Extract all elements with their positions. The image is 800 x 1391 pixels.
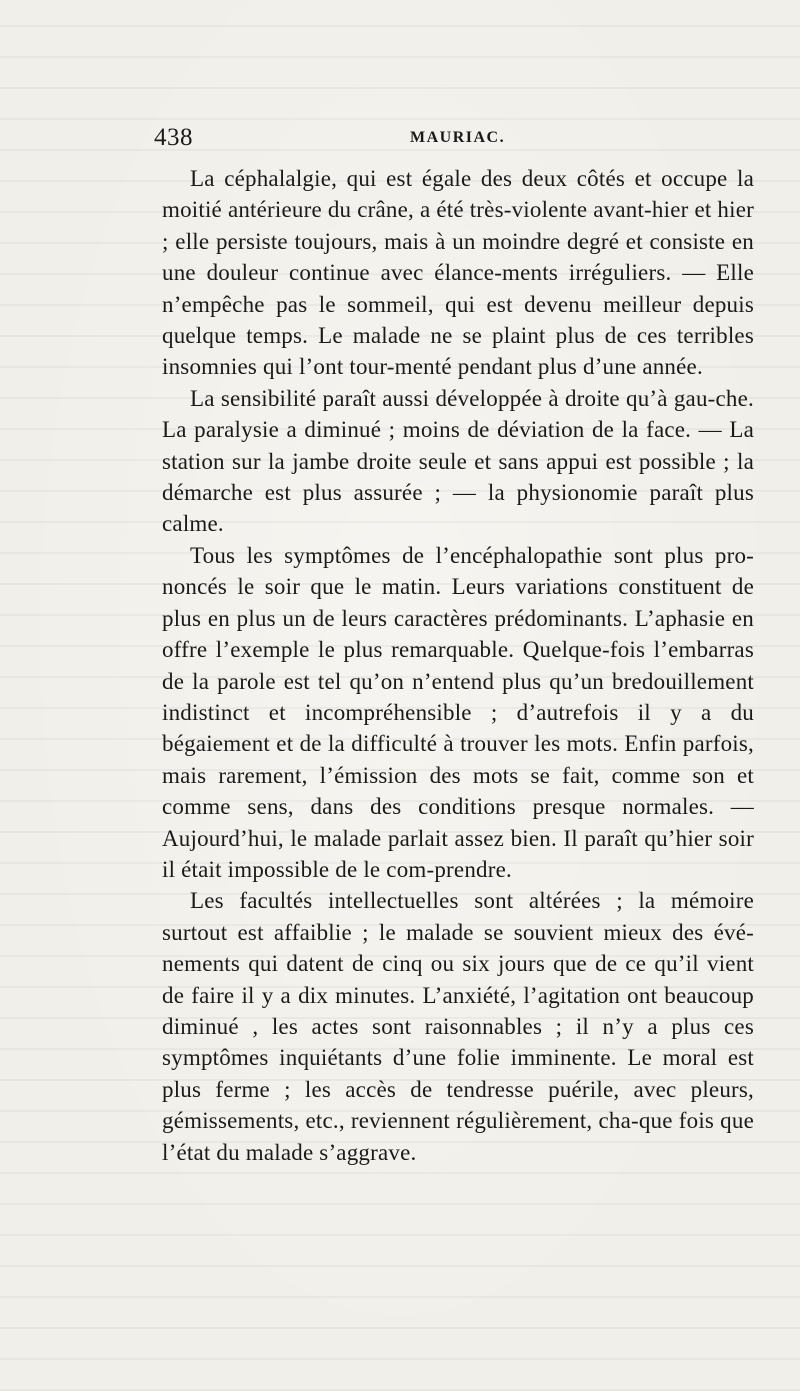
paragraph-cephalalgia: La céphalalgie, qui est égale des deux côtés et occupe la moitié antérieure du crâne, a été très-violente avant-hier et hier ; elle persiste toujours, mais à un moindre degré et consiste en une douleur continue avec élance-ments irréguliers. — Elle n’empêche pas le sommeil, qui est devenu meilleur depuis quelque temps. Le malade ne se plaint plus de ces terribles insomnies qui l’ont tour-menté pendant plus d’une année. <box>162 166 754 380</box>
paragraph-sensibility: La sensibilité paraît aussi développée à droite qu’à gau-che. La paralysie a diminué ; moins de déviation de la face. — La station sur la jambe droite seule et sans appui est possible ; la démarche est plus assurée ; — la physionomie paraît plus calme. <box>162 385 754 537</box>
paragraph-symptoms: Tous les symptômes de l’encéphalopathie sont plus pro-noncés le soir que le matin. Leurs variations constituent de plus en plus un de leurs caractères prédominants. L’aphasie en offre l’exemple le plus remarquable. Quelque-fois l’embarras de la parole est tel qu’on n’entend plus qu’un bredouillement indistinct et incompréhensible ; d’autrefois il y a du bégaiement et de la difficulté à trouver les mots. Enfin parfois, mais rarement, l’émission des mots se fait, comme son et comme sens, dans des conditions presque normales. — Aujourd’hui, le malade parlait assez bien. Il paraît qu’hier soir il était impossible de le com-prendre. <box>162 542 754 882</box>
page-header <box>154 124 714 154</box>
paragraph-faculties: Les facultés intellectuelles sont altérées ; la mémoire surtout est affaiblie ; le malade se souvient mieux des évé-nements qui datent de cinq ou six jours que de ce qu’il vient de faire il y a dix minutes. L’anxiété, l’agitation ont beaucoup diminué , les actes sont raisonnables ; il n’y a plus ces symptômes inquiétants d’une folie imminente. Le moral est plus ferme ; les accès de tendresse puérile, avec pleurs, gémissements, etc., reviennent régulièrement, cha-que fois que l’état du malade s’aggrave. <box>162 888 754 1165</box>
running-head: MAURIAC. <box>410 129 506 146</box>
page-number: 438 <box>154 124 193 151</box>
body-text <box>162 163 754 1168</box>
